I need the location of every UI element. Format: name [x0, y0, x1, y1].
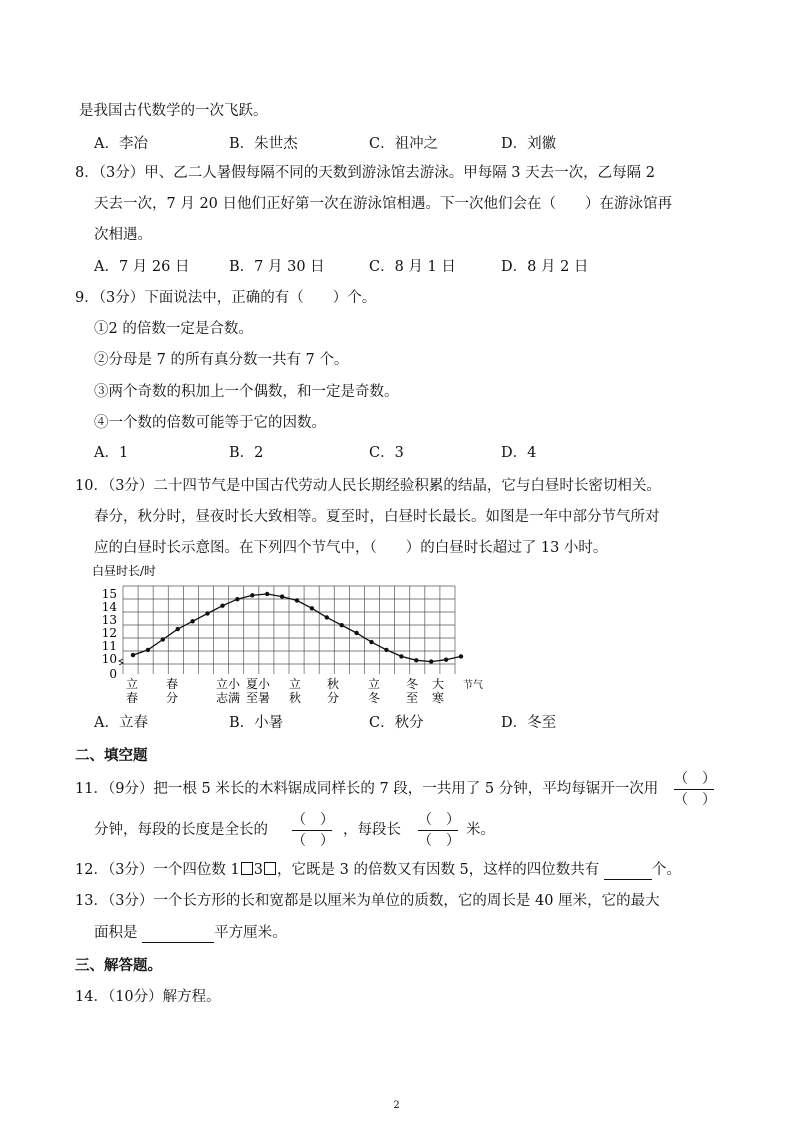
data-point	[205, 611, 209, 615]
chart-y-ticks	[102, 587, 123, 681]
data-point	[235, 597, 239, 601]
y-tick-label: 14	[101, 600, 117, 614]
data-point	[280, 594, 284, 598]
data-point	[429, 659, 433, 663]
x-label-bottom: 分	[165, 691, 179, 705]
chart-x-labels	[126, 676, 444, 705]
data-point	[265, 592, 269, 596]
q12-text-c: ，它既是 3 的倍数又有因数 5，这样的四位数共有	[277, 862, 600, 878]
data-point	[354, 631, 358, 635]
q9-statement-4: ④一个数的倍数可能等于它的因数。	[94, 415, 326, 431]
q7-option-b: B．朱世杰	[229, 136, 298, 152]
x-label-bottom: 至暑	[245, 691, 271, 705]
y-tick-label: 10	[101, 652, 117, 666]
data-point	[146, 648, 150, 652]
y-tick-label: 0	[109, 667, 117, 681]
data-point	[176, 627, 180, 631]
q10-option-b: B．小暑	[229, 715, 284, 731]
data-point	[220, 604, 224, 608]
q9-statement-1: ①2 的倍数一定是合数。	[94, 321, 253, 337]
page-number: 2	[393, 1100, 400, 1111]
x-label-bottom: 寒	[431, 691, 445, 705]
chart-series-line	[133, 594, 461, 662]
fraction-numerator: （ ）	[674, 771, 716, 787]
chart-ylabel: 白昼时长/时	[92, 564, 157, 578]
fraction-numerator: （ ）	[418, 812, 460, 828]
fraction-numerator: （ ）	[292, 812, 334, 828]
y-tick-label: 13	[101, 613, 117, 627]
q8-line-3: 次相遇。	[94, 227, 152, 243]
y-tick-label: 12	[101, 626, 117, 640]
chart-xlabel: 节气	[463, 680, 483, 691]
chart-grid	[123, 586, 455, 674]
q9-option-a: A．1	[94, 445, 129, 461]
q8-option-d: D．8 月 2 日	[501, 259, 589, 275]
data-point	[161, 637, 165, 641]
q13-line-2	[94, 923, 287, 943]
q13-text-a: 面积是	[94, 925, 138, 941]
data-point	[131, 653, 135, 657]
q8-line-1: 8．（3分）甲、乙二人暑假每隔不同的天数到游泳馆去游泳。甲每隔 3 天去一次，乙每隔 2	[75, 165, 655, 181]
data-point	[459, 654, 463, 658]
y-tick-label: 11	[101, 639, 117, 653]
q10-option-c: C．秋分	[369, 715, 424, 731]
q12-line	[75, 860, 681, 880]
q13-text-b: 平方厘米。	[214, 925, 287, 941]
data-point	[340, 623, 344, 627]
x-label-bottom: 志满	[215, 691, 241, 705]
x-label-top: 大	[431, 677, 445, 691]
data-point	[295, 598, 299, 602]
q10-line-2: 春分，秋分时，昼夜时长大致相等。夏至时，白昼时长最长。如图是一年中部分节气所对	[94, 509, 660, 525]
q9-option-b: B．2	[229, 445, 264, 461]
q12-text-b: 3	[253, 862, 263, 878]
data-point	[250, 593, 254, 597]
q14-stem: 14．（10分）解方程。	[75, 989, 221, 1005]
q11-fraction-3	[418, 811, 458, 850]
fraction-bar	[674, 789, 714, 790]
x-label-top: 秋	[326, 677, 340, 691]
q8-option-c: C．8 月 1 日	[369, 259, 456, 275]
q7-option-a: A．李冶	[94, 136, 148, 152]
q10-option-d: D．冬至	[501, 715, 557, 731]
q9-statement-3: ③两个奇数的积加上一个偶数，和一定是奇数。	[94, 384, 399, 400]
data-point	[310, 606, 314, 610]
q12-answer-blank[interactable]	[604, 863, 652, 880]
q10-option-a: A．立春	[94, 715, 148, 731]
q13-line-1: 13．（3分）一个长方形的长和宽都是以厘米为单位的质数，它的周长是 40 厘米，它的最大	[75, 893, 660, 909]
data-point	[190, 619, 194, 623]
section-3-heading: 三、解答题。	[75, 957, 162, 974]
fraction-denominator: （ ）	[418, 833, 460, 849]
section-2-heading: 二、填空题	[75, 747, 148, 764]
axis-break-mark	[119, 659, 123, 665]
q12-text-d: 个。	[651, 862, 681, 878]
x-label-top: 立小	[215, 677, 241, 691]
fraction-bar	[418, 830, 458, 831]
x-label-top: 冬	[405, 677, 419, 691]
fraction-denominator: （ ）	[292, 833, 334, 849]
q11-fraction-1	[674, 770, 714, 809]
digit-box	[241, 862, 253, 875]
q11-fraction-2	[292, 811, 332, 850]
data-point	[444, 658, 448, 662]
data-point	[325, 615, 329, 619]
x-label-bottom: 冬	[367, 691, 381, 705]
x-label-top: 春	[165, 677, 179, 691]
data-point	[399, 654, 403, 658]
digit-box	[264, 862, 276, 875]
q11-line-2b: ，每段长	[343, 822, 401, 838]
q7-continuation: 是我国古代数学的一次飞跃。	[79, 103, 268, 119]
data-point	[414, 658, 418, 662]
q10-line-3: 应的白昼时长示意图。在下列四个节气中，（ ）的白昼时长超过了 13 小时。	[94, 540, 608, 556]
x-label-top: 立	[288, 677, 302, 691]
q9-option-d: D．4	[501, 445, 537, 461]
q10-line-1: 10．（3分）二十四节气是中国古代劳动人民长期经验积累的结晶，它与白昼时长密切相关。	[75, 478, 661, 494]
x-label-bottom: 春	[125, 691, 139, 705]
data-point	[384, 648, 388, 652]
x-label-top: 立	[125, 677, 139, 691]
x-label-top: 夏小	[245, 677, 271, 691]
x-label-top: 立	[367, 677, 381, 691]
q7-option-c: C．祖冲之	[369, 136, 439, 152]
x-label-bottom: 至	[405, 691, 419, 705]
q11-line-2c: 米。	[466, 822, 495, 838]
q8-line-2: 天去一次，7 月 20 日他们正好第一次在游泳馆相遇。下一次他们会在（ ）在游泳馆再	[94, 196, 672, 212]
y-tick-label: 15	[101, 587, 117, 601]
data-point	[369, 640, 373, 644]
q12-text-a: 12．（3分）一个四位数 1	[75, 862, 240, 878]
x-label-bottom: 秋	[288, 691, 302, 705]
q9-option-c: C．3	[369, 445, 404, 461]
fraction-denominator: （ ）	[674, 792, 716, 808]
q9-stem: 9．（3分）下面说法中，正确的有（ ）个。	[75, 290, 377, 306]
q11-line-1: 11．（9分）把一根 5 米长的木料锯成同样长的 7 段，一共用了 5 分钟，平均每锯开一次用	[75, 781, 659, 797]
q7-option-d: D．刘徽	[501, 136, 557, 152]
q8-option-b: B．7 月 30 日	[229, 259, 325, 275]
q8-option-a: A．7 月 26 日	[94, 259, 190, 275]
fraction-bar	[292, 830, 332, 831]
x-label-bottom: 分	[326, 691, 340, 705]
q13-answer-blank[interactable]	[142, 926, 214, 943]
q9-statement-2: ②分母是 7 的所有真分数一共有 7 个。	[94, 352, 349, 368]
daylight-chart	[92, 564, 492, 709]
q11-line-2a: 分钟，每段的长度是全长的	[94, 822, 268, 838]
